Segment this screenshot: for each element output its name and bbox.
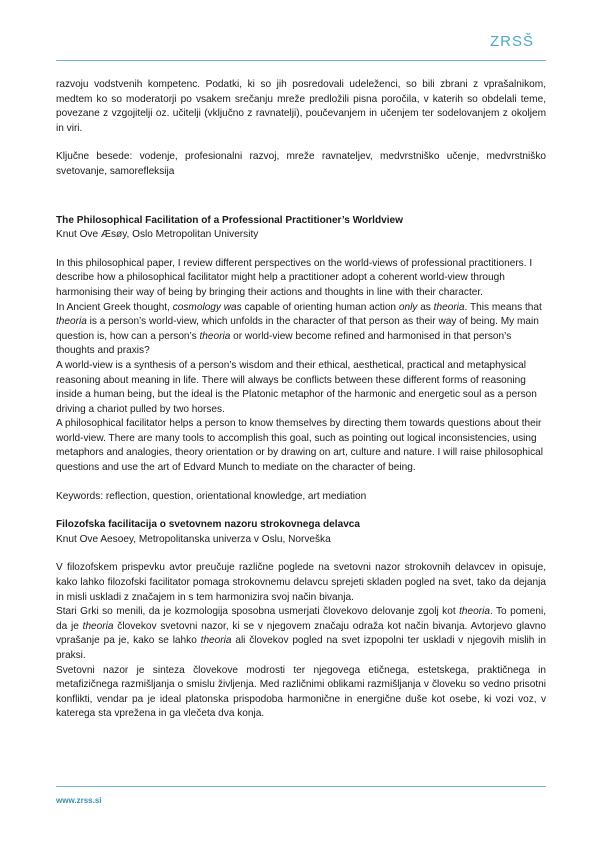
eng-abstract-p2: In Ancient Greek thought, cosmology was capable of orienting human action only as theoria. This means that theoria is a person’s world-view, which unfolds in the character of that person as their way of being. My main question is, how can a person’s theoria or world-view become refined and harmonised in that person’s thoughts and praxis? xyxy=(56,301,542,357)
eng-abstract-author: Knut Ove Æsøy, Oslo Metropolitan University xyxy=(56,229,259,241)
eng-abstract-p4: A philosophical facilitator helps a person to know themselves by directing them towards questions about their world-view. There are many tools to accomplish this goal, such as pointing out logical inconsistencies, using metaphors and analogies, theory orientation or by drawing on art, culture and nature. I will raise philosophical questions and use the art of Edvard Munch to mediate on the character of being. xyxy=(56,418,544,474)
eng-abstract-title: The Philosophical Facilitation of a Professional Practitioner’s Worldview xyxy=(56,214,403,226)
logo-text: ZRSŠ xyxy=(490,33,535,50)
slo-abstract-2-author: Knut Ove Aesoey, Metropolitanska univerza v Oslu, Norveška xyxy=(56,533,331,545)
header-divider xyxy=(56,60,546,61)
page-content xyxy=(56,78,546,722)
slo-abstract-1-keywords: Ključne besede: vodenje, profesionalni razvoj, mreže ravnateljev, medvrstniško učenje, medvrstniško svetovanje, samorefleksija xyxy=(56,151,546,177)
slo-abstract-2-p3: Svetovni nazor je sinteza človekove modrosti ter njegovega etičnega, estetskega, praktičnega in metafizičnega razmišljanja o smislu življenja. Med različnimi oblikami razmišljanja v človeku so vedno prisotni konflikti, vendar pa je ideal platonska prispodoba harmonične in energične duše kot osebe, ki vozi voz, v katerega sta vprežena in ga vlečeta dva konja. xyxy=(56,664,546,720)
footer-divider xyxy=(56,786,546,787)
slo-abstract-2-p2: Stari Grki so menili, da je kozmologija sposobna usmerjati človekovo delovanje zgolj kot theoria. To pomeni, da je theoria človekov svetovni nazor, ki se v njegovem značaju odraža kot način bivanja. Avtorjevo glavno vprašanje pa je, kako se lahko theoria ali človekov pogled na svet izpopolni ter uskladi v njegovih mislih in praksi. xyxy=(56,606,547,661)
slo-abstract-2-p1: V filozofskem prispevku avtor preučuje različne poglede na svetovni nazor strokovnih delavcev in opisuje, kako lahko filozofski facilitator pomaga strokovnemu delavcu sprejeti skladen pogled na svet, tako da dejanja in misli uskladi z značajem in s tem harmonizira svoj način bivanja. xyxy=(56,562,546,603)
slo-abstract-1-end: razvoju vodstvenih kompetenc. Podatki, ki so jih posredovali udeleženci, so bili zbrani z vprašalnikom, medtem ko so moderatorji po vsakem srečanju mreže predložili pisna poročila, v katerih so obdelali teme, povezane z vzgojitelji oz. učitelji (vključno z ravnatelji), poučevanjem in učenjem ter sodelovanjem z okoljem in viri. xyxy=(56,79,546,134)
eng-abstract-p3: A world-view is a synthesis of a person’s wisdom and their ethical, aesthetical, practical and metaphysical reasoning about meaning in life. There will always be conflicts between these different forms of reasoning inside a human being, but the ideal is the Platonic metaphor of the harmonic and energetic soul as a person driving a chariot pulled by two horses. xyxy=(56,359,537,415)
footer-url[interactable]: www.zrss.si xyxy=(56,796,102,805)
eng-abstract-keywords: Keywords: reflection, question, orientational knowledge, art mediation xyxy=(56,490,367,502)
zrss-logo xyxy=(490,33,546,55)
slo-abstract-2-title: Filozofska facilitacija o svetovnem nazoru strokovnega delavca xyxy=(56,519,361,531)
eng-abstract-p1: In this philosophical paper, I review different perspectives on the world-views of professional practitioners. I describe how a philosophical facilitator might help a practitioner adopt a coherent world-view through harmonising their way of being by bringing their actions and thoughts in line with their character. xyxy=(56,257,533,298)
